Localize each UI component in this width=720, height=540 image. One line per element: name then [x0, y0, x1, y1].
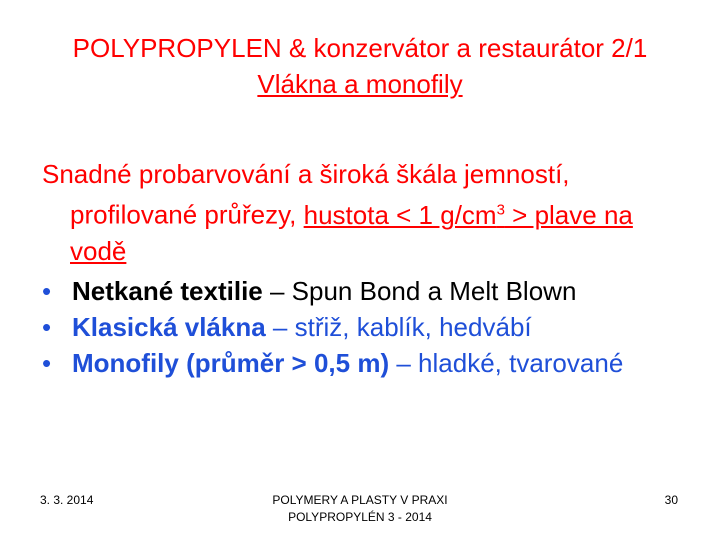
bullet-bold: Klasická vlákna — [72, 311, 266, 342]
bullet-dot: • — [42, 275, 52, 306]
superscript: 3 — [496, 201, 505, 218]
intro-paragraph — [42, 156, 692, 269]
density-suffix: > plave na vodě — [70, 199, 633, 266]
bullet-text: střiž, kablík, hedvábí — [294, 311, 532, 342]
footer-title-line2: POLYPROPYLÉN 3 - 2014 — [288, 510, 432, 524]
bullet-list — [42, 273, 692, 381]
footer-title-line1: POLYMERY A PLASTY V PRAXI — [272, 493, 448, 507]
slide-title — [40, 30, 680, 102]
bullet-bold: Netkané textilie — [72, 275, 263, 306]
title-subtitle: Vlákna a monofily — [257, 69, 463, 99]
bullet-dot: • — [42, 311, 52, 342]
footer-date: 3. 3. 2014 — [40, 493, 94, 507]
bullet-dash: – — [389, 347, 419, 378]
intro-text: Snadné probarvování a široká škála jemností, profilované průřezy, — [42, 159, 570, 230]
slide-body — [42, 156, 692, 381]
title-main: POLYPROPYLEN & konzervátor a restaurátor 2/1 — [72, 33, 648, 63]
bullet-dash: – — [265, 311, 295, 342]
bullet-item-klasicka — [42, 309, 692, 345]
bullet-item-netkane — [42, 273, 692, 309]
bullet-bold: Monofily (průměr > 0,5 m) — [72, 347, 390, 378]
footer-title — [230, 492, 490, 532]
bullet-dash: – — [262, 275, 292, 306]
density-prefix: hustota < 1 g/cm — [303, 199, 497, 230]
bullet-text: hladké, tvarované — [418, 347, 624, 378]
bullet-item-monofily — [42, 345, 692, 381]
bullet-text: Spun Bond a Melt Blown — [291, 275, 577, 306]
page-number: 30 — [664, 493, 678, 507]
bullet-dot: • — [42, 347, 52, 378]
